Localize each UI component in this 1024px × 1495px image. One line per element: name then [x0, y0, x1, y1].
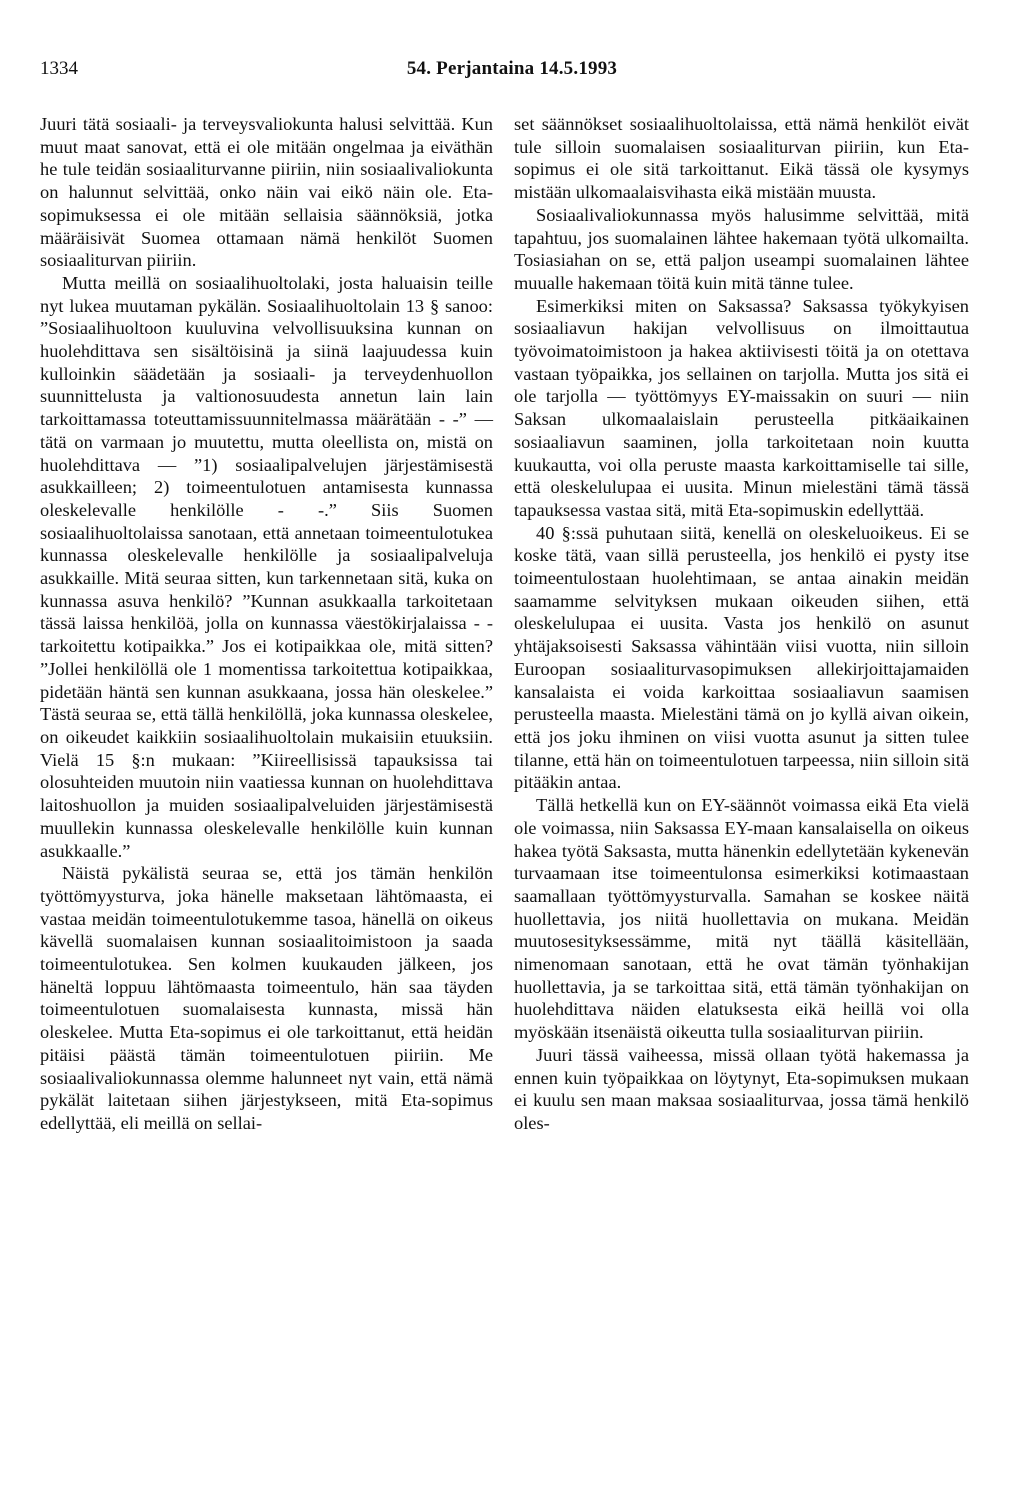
paragraph: Näistä pykälistä seuraa se, että jos tämän henkilön työttömyysturva, joka hänelle maksetaan lähtömaasta, ei vastaa meidän toimeentulotukemme tasoa, hänellä on oikeus kävellä suomalaisen kunnan sosiaalitoimistoon ja saada toimeentulotukea. Sen kolmen kuukauden jälkeen, jos häneltä loppuu lähtömaasta toimeentulo, hän saa täyden toimeentulotuen suomalaisesta kunnasta, missä hän oleskelee. Mutta Eta-sopimus ei ole tarkoittanut, että heidän pitäisi päästä tämän toimeentulotuen piiriin. Me sosiaalivaliokunnassa olemme halunneet nyt vain, että nämä pykälät laitetaan siihen järjestykseen, mitä Eta-sopimus edellyttää, eli meillä on sellai-: [40, 863, 493, 1133]
paragraph: Juuri tätä sosiaali- ja terveysvaliokunta halusi selvittää. Kun muut maat sanovat, että ei ole mitään ongelmaa ja eiväthän he tule teidän sosiaaliturvanne piiriin, niin sosiaalivaliokunta on halunnut selvittää, onko näin vai eikö näin ole. Eta-sopimuksessa ei ole mitään sellaisia säännöksiä, jotka määräisivät Suomea ottamaan nämä henkilöt Suomen sosiaaliturvan piiriin.: [40, 114, 493, 271]
paragraph: Mutta meillä on sosiaalihuoltolaki, josta haluaisin teille nyt lukea muutaman pykälän. Sosiaalihuoltolain 13 § sanoo: ”Sosiaalihuoltoon kuuluvina velvollisuuksina kunnan on huolehdittava sen sisältöisinä ja siinä laajuudessa kuin kulloinkin säädetään ja sosiaali- ja terveydenhuollon suunnittelusta ja valtionosuudesta annetun lain lain tarkoittamassa toteuttamissuunnitelmassa määrätään - -” — tätä on varmaan jo muutettu, mutta oleellista on, mistä on huolehdittava — ”1) sosiaalipalvelujen järjestämisestä asukkailleen; 2) toimeentulotuen antamisesta kunnassa oleskelevalle henkilölle - -.” Siis Suomen sosiaalihuoltolaissa sanotaan, että annetaan toimeentulotukea kunnassa oleskelevalle henkilölle ja sosiaalipalveluja asukkaille. Mitä seuraa sitten, kun tarkennetaan sitä, kuka on kunnassa asuva henkilö? ”Kunnan asukkaalla tarkoitetaan tässä laissa henkilöä, jolla on kunnassa väestökirjalaissa - - tarkoitettu kotipaikka.” Jos ei kotipaikkaa ole, mitä sitten? ”Jollei henkilöllä ole 1 momentissa tarkoitettua kotipaikkaa, pidetään häntä sen kunnan asukkaana, jossa hän oleskelee.” Tästä seuraa se, että tällä henkilöllä, joka kunnassa oleskelee, on oikeudet kaikkiin sosiaalihuoltolain mukaisiin etuuksiin. Vielä 15 §:n mukaan: ”Kiireellisissä tapauksissa tai olosuhteiden muutoin niin vaatiessa kunnan on huolehdittava laitoshuollon ja muiden sosiaalipalveluiden järjestämisestä muullekin kunnassa oleskelevalle henkilölle kuin kunnan asukkaalle.”: [40, 272, 493, 861]
paragraph: set säännökset sosiaalihuoltolaissa, että nämä henkilöt eivät tule silloin suomalaisen sosiaaliturvan piiriin, kun Eta-sopimus ei ole sitä tarkoittanut. Eikä tässä ole kysymys mistään ulkomaalaisvihasta eikä mistään muusta.: [514, 114, 969, 203]
paragraph: 40 §:ssä puhutaan siitä, kenellä on oleskeluoikeus. Ei se koske tätä, vaan sillä perusteella, jos henkilö ei pysty itse toimeentulostaan huolehtimaan, se antaa ainakin meidän saamamme selvityksen mukaan oikeuden siihen, että oleskelulupaa ei uusita. Vasta jos henkilö on asunut yhtäjaksoisesti Saksassa vähintään viisi vuotta, niin silloin Euroopan sosiaaliturvasopimuksen allekirjoittajamaiden kansalaista ei voida karkoittaa sosiaaliavun saamisen perusteella maasta. Mielestäni tämä on jo kyllä aivan oikein, että jos joku ihminen on viisi vuotta asunut ja sitten tulee tilanne, että hän on toimeentulotuen tarpeessa, niin silloin sitä pitääkin antaa.: [514, 522, 969, 793]
left-text-column: [40, 113, 493, 1135]
paragraph: Sosiaalivaliokunnassa myös halusimme selvittää, mitä tapahtuu, jos suomalainen lähtee hakemaan työtä ulkomailta. Tosiasiahan on se, että paljon useampi suomalainen lähtee muualle hakemaan töitä kuin mitä tänne tulee.: [514, 204, 969, 293]
session-date-heading: 54. Perjantaina 14.5.1993: [406, 58, 618, 79]
page-number: 1334: [40, 58, 78, 79]
paragraph: Esimerkiksi miten on Saksassa? Saksassa työkykyisen sosiaaliavun hakijan velvollisuus on ilmoittautua työvoimatoimistoon ja hakea aktiivisesti töitä ja on otettava vastaan työpaikka, jos sellainen on tarjolla. Mutta jos sitä ei ole tarjolla — työttömyys EY-maissakin on suuri — niin Saksan ulkomaalaislain perusteella pitkäaikainen sosiaaliavun saaminen, jolla tarkoitetaan noin kuutta kuukautta, voi olla peruste maasta karkoittamiselle tai sille, että oleskelulupaa ei uusita. Minun mielestäni tämä tässä tapauksessa vastaa sitä, mitä Eta-sopimuskin edellyttää.: [514, 295, 969, 520]
paragraph: Juuri tässä vaiheessa, missä ollaan työtä hakemassa ja ennen kuin työpaikkaa on löytynyt, Eta-sopimuksen mukaan ei kuulu sen maan maksaa sosiaaliturvaa, jossa tämä henkilö oles-: [514, 1044, 969, 1133]
right-text-column: [514, 113, 969, 1135]
paragraph: Tällä hetkellä kun on EY-säännöt voimassa eikä Eta vielä ole voimassa, niin Saksassa EY-maan kansalaisella on oikeus hakea työtä Saksasta, mutta hänenkin edellytetään kykenevän turvaamaan itse toimeentulonsa esimerkiksi kotimaastaan saamallaan työttömyysturvalla. Samahan se koskee näitä huollettavia, jos niitä huollettavia on mukana. Meidän muutosesityksessämme, mitä nyt täällä käsitellään, nimenomaan sanotaan, että he ovat tämän työnhakijan huollettavia, ja se tarkoittaa sitä, että tämän työnhakijan on huolehdittava näiden elatuksesta eikä heillä voi olla myöskään itsenäistä oikeutta tulla sosiaaliturvan piiriin.: [514, 795, 969, 1043]
page-header: [40, 58, 984, 90]
